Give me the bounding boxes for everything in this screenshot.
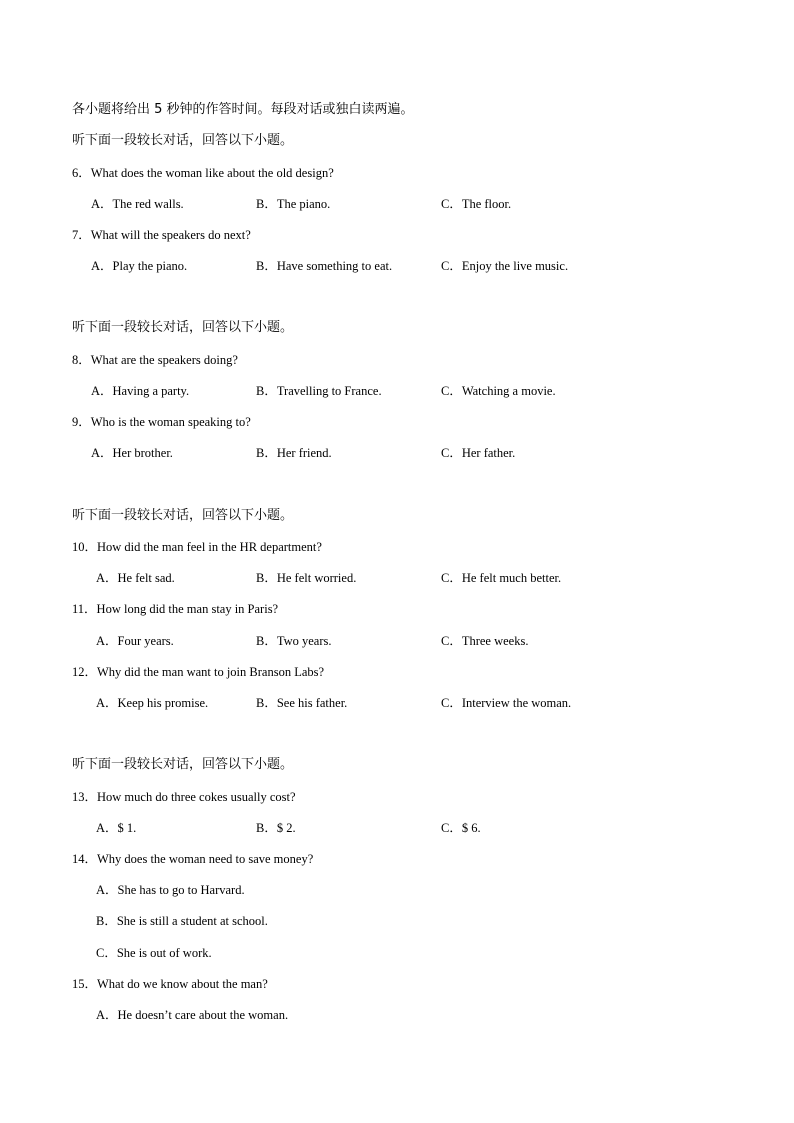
option-6a: A．The red walls. (91, 197, 184, 211)
option-6b: B．The piano. (256, 197, 331, 211)
option-14a: A．She has to go to Harvard. (96, 883, 245, 897)
section-heading: 听下面一段较长对话，回答以下小题。 (72, 320, 294, 335)
option-6c: C．The floor. (441, 197, 512, 211)
question-15: 15．What do we know about the man? (72, 977, 268, 991)
question-13: 13．How much do three cokes usually cost? (72, 790, 296, 804)
option-12b: B．See his father. (256, 696, 348, 710)
option-15a: A．He doesn’t care about the woman. (96, 1008, 289, 1022)
option-12c: C．Interview the woman. (441, 696, 572, 710)
question-9: 9．Who is the woman speaking to? (72, 415, 251, 429)
option-8a: A．Having a party. (91, 384, 190, 398)
option-7b: B．Have something to eat. (256, 259, 393, 273)
question-12: 12．Why did the man want to join Branson Labs? (72, 665, 325, 679)
option-8c: C．Watching a movie. (441, 384, 556, 398)
option-10b: B．He felt worried. (256, 571, 357, 585)
option-7a: A．Play the piano. (91, 259, 188, 273)
intro-text: 各小题将给出 5 秒钟的作答时间。每段对话或独白读两遍。 (72, 102, 414, 117)
section-heading: 听下面一段较长对话，回答以下小题。 (72, 757, 294, 772)
option-9c: C．Her father. (441, 446, 516, 460)
question-11: 11．How long did the man stay in Paris? (72, 602, 279, 616)
question-7: 7．What will the speakers do next? (72, 228, 251, 242)
question-8: 8．What are the speakers doing? (72, 353, 238, 367)
option-7c: C．Enjoy the live music. (441, 259, 569, 273)
question-6: 6．What does the woman like about the old design? (72, 166, 334, 180)
section-heading: 听下面一段较长对话，回答以下小题。 (72, 508, 294, 523)
question-10: 10．How did the man feel in the HR department? (72, 540, 322, 554)
option-12a: A．Keep his promise. (96, 696, 209, 710)
option-13c: C．$ 6. (441, 821, 481, 835)
option-14b: B．She is still a student at school. (96, 914, 268, 928)
option-13a: A．$ 1. (96, 821, 137, 835)
option-14c: C．She is out of work. (96, 946, 212, 960)
option-13b: B．$ 2. (256, 821, 296, 835)
option-10a: A．He felt sad. (96, 571, 175, 585)
option-11c: C．Three weeks. (441, 634, 529, 648)
section-heading: 听下面一段较长对话，回答以下小题。 (72, 133, 294, 148)
option-9a: A．Her brother. (91, 446, 173, 460)
option-11b: B．Two years. (256, 634, 332, 648)
option-11a: A．Four years. (96, 634, 174, 648)
option-10c: C．He felt much better. (441, 571, 562, 585)
option-9b: B．Her friend. (256, 446, 332, 460)
option-8b: B．Travelling to France. (256, 384, 382, 398)
question-14: 14．Why does the woman need to save money? (72, 852, 314, 866)
